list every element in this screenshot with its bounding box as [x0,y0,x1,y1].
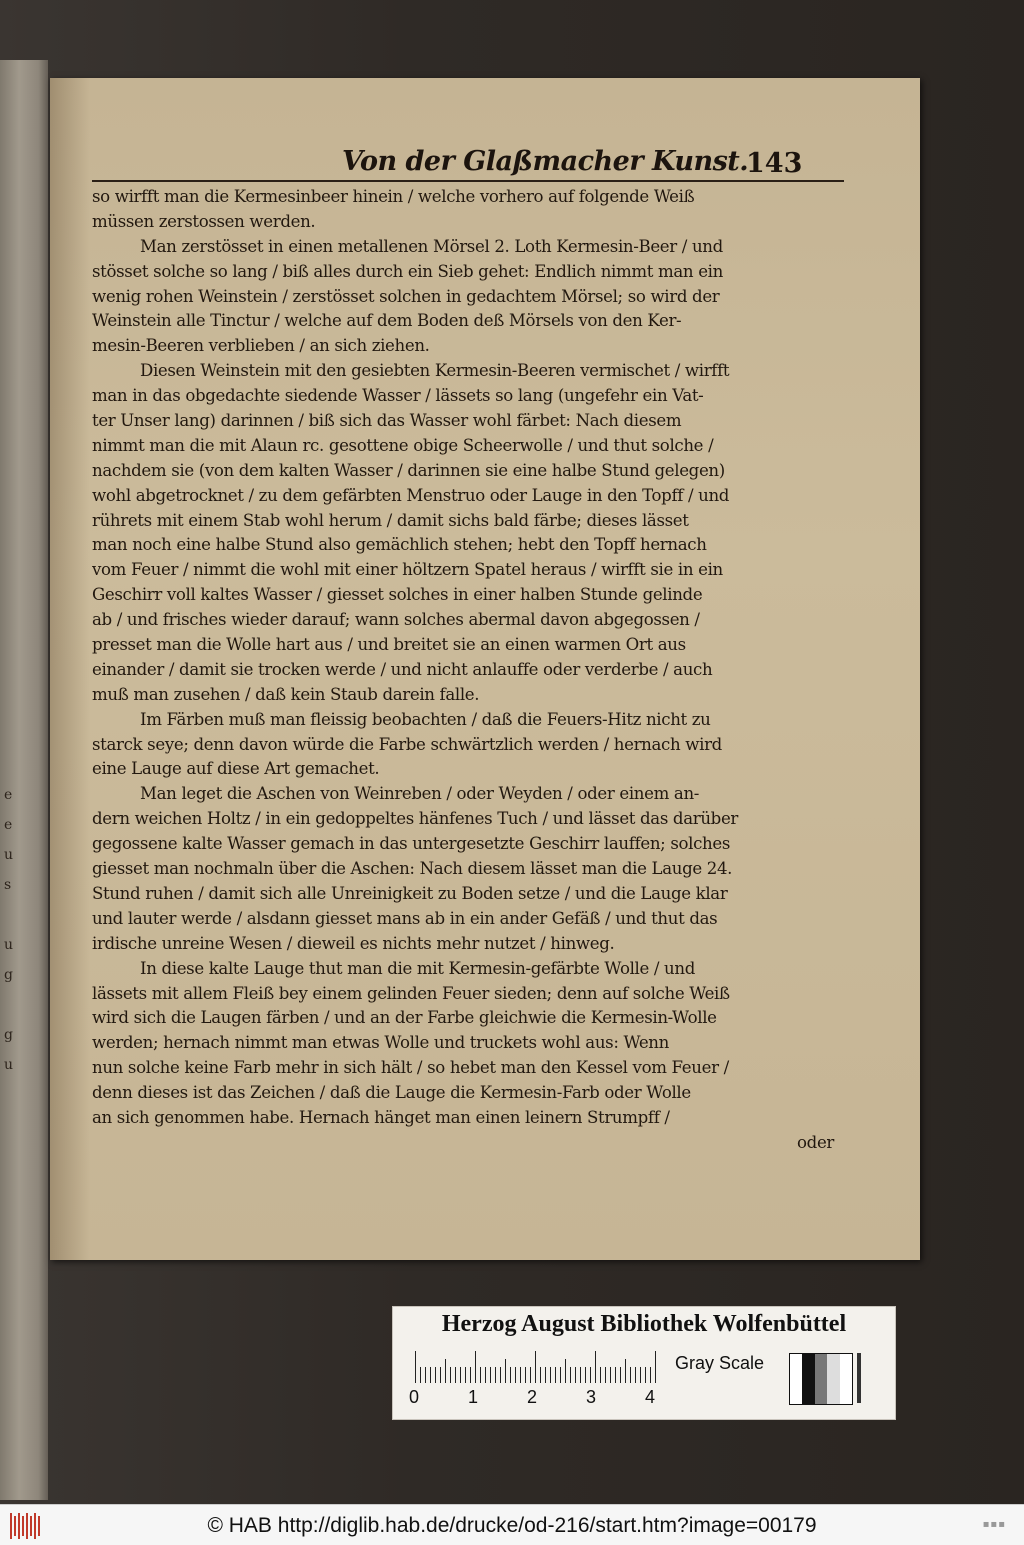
text-line: eine Lauge auf diese Art gemachet. [92,759,380,779]
measurement-ruler [415,1349,655,1383]
text-line: lässets mit allem Fleiß bey einem gelinden Feuer sieden; denn auf solche Weiß [92,983,730,1003]
catchword: oder [797,1132,834,1152]
ruler-numbers [409,1387,669,1411]
ruler-tick [415,1351,416,1383]
left-page-fragment: e [4,817,13,833]
text-line: gegossene kalte Wasser gemach in das untergesetzte Geschirr lauffen; solches [92,834,731,854]
ruler-tick [575,1367,576,1383]
text-line: rührets mit einem Stab wohl herum / damit sichs bald färbe; dieses lässet [92,510,689,530]
ruler-number: 0 [409,1387,420,1407]
footer-bar [0,1504,1024,1545]
book-page [50,78,920,1260]
text-line: irdische unreine Wesen / dieweil es nichts mehr nutzet / hinweg. [92,933,615,953]
ruler-tick [505,1359,506,1383]
ruler-tick [590,1367,591,1383]
text-line: und lauter werde / alsdann giesset mans ab in ein ander Gefäß / und thut das [92,908,718,928]
ruler-tick [650,1367,651,1383]
ruler-tick [610,1367,611,1383]
left-page-fragment: u [4,937,14,953]
ruler-tick [570,1367,571,1383]
ruler-tick [655,1351,656,1383]
page-number: 143 [746,148,803,179]
left-page-fragment: g [4,1027,13,1043]
ruler-tick [445,1359,446,1383]
ruler-tick [545,1367,546,1383]
footer-copyright-url[interactable]: © HAB http://diglib.hab.de/drucke/od-216/start.htm?image=00179 [207,1514,817,1537]
ruler-tick [520,1367,521,1383]
ruler-tick [465,1367,466,1383]
text-line: einander / damit sie trocken werde / und nicht anlauffe oder verderbe / auch [92,659,713,679]
ruler-tick [555,1367,556,1383]
ruler-tick [455,1367,456,1383]
text-line: dern weichen Holtz / in ein gedoppeltes hänfenes Tuch / und lässet das darüber [92,809,738,829]
text-line: muß man zusehen / daß kein Staub darein falle. [92,684,480,704]
ruler-tick [600,1367,601,1383]
gray-patch [815,1354,827,1404]
text-line: Weinstein alle Tinctur / welche auf dem Boden deß Mörsels von den Ker- [92,311,682,331]
text-line: giesset man nochmaln über die Aschen: Nach diesem lässet man die Lauge 24. [92,859,733,879]
ruler-tick [645,1367,646,1383]
text-line: man noch eine halbe Stund also gemächlich stehen; hebt den Topff hernach [92,535,707,555]
text-line: wohl abgetrocknet / zu dem gefärbten Menstruo oder Lauge in den Topff / und [92,485,730,505]
ruler-tick [490,1367,491,1383]
gray-patch [802,1354,814,1404]
text-line: stösset solche so lang / biß alles durch ein Sieb gehet: Endlich nimmt man ein [92,261,723,281]
text-line: wird sich die Laugen färben / und an der Farbe gleichwie die Kermesin-Wolle [92,1008,717,1028]
ruler-tick [515,1367,516,1383]
gray-scale-label: Gray Scale [675,1353,765,1373]
text-line: nimmt man die mit Alaun rc. gesottene obige Scheerwolle / und thut solche / [92,435,714,455]
text-line: vom Feuer / nimmt die wohl mit einer höltzern Spatel heraus / wirfft sie in ein [92,560,723,580]
text-line: wenig rohen Weinstein / zerstösset solchen in gedachtem Mörsel; so wird der [92,286,720,306]
ruler-tick [525,1367,526,1383]
ruler-tick [430,1367,431,1383]
left-page-fragment: g [4,967,13,983]
text-line: werden; hernach nimmt man etwas Wolle und truckets wohl aus: Wenn [92,1033,669,1053]
ruler-tick [540,1367,541,1383]
gray-patch [840,1354,852,1404]
ruler-tick [580,1367,581,1383]
text-line: mesin-Beeren verblieben / an sich ziehen. [92,336,430,356]
ruler-tick [425,1367,426,1383]
ruler-tick [535,1351,536,1383]
text-line: nun solche keine Farb mehr in sich hält / so hebet man den Kessel vom Feuer / [92,1058,729,1078]
text-line: ab / und frisches wieder darauf; wann solches abermal davon abgegossen / [92,610,700,630]
running-title: Von der Glaßmacher Kunst. [342,146,749,177]
ruler-tick [565,1359,566,1383]
text-line: Im Färben muß man fleissig beobachten / daß die Feuers-Hitz nicht zu [140,709,711,729]
ruler-tick [440,1367,441,1383]
left-page-fragment: e [4,787,13,803]
left-page-fragment [4,900,24,930]
color-target-card [392,1306,896,1420]
ruler-number: 4 [645,1387,656,1407]
gray-scale-patches [789,1353,853,1405]
gray-patch [790,1354,802,1404]
ruler-tick [615,1367,616,1383]
ruler-tick [495,1367,496,1383]
text-line: presset man die Wolle hart aus / und breitet sie an einen warmen Ort aus [92,635,686,655]
ruler-tick [470,1367,471,1383]
ruler-tick [500,1367,501,1383]
ruler-tick [620,1367,621,1383]
text-line: In diese kalte Lauge thut man die mit Kermesin-gefärbte Wolle / und [140,958,696,978]
footer-dots-icon: ▪▪▪ [982,1519,1006,1530]
ruler-number: 1 [468,1387,479,1407]
ruler-tick [435,1367,436,1383]
text-line: so wirfft man die Kermesinbeer hinein / welche vorhero auf folgende Weiß [92,187,695,206]
gray-scale-end-bar [857,1353,861,1403]
ruler-tick [550,1367,551,1383]
text-line: starck seye; denn davon würde die Farbe schwärtzlich werden / hernach wird [92,734,722,754]
text-line: an sich genommen habe. Hernach hänget man einen leinern Strumpff / [92,1107,670,1127]
ruler-tick [585,1367,586,1383]
ruler-tick [460,1367,461,1383]
ruler-tick [605,1367,606,1383]
ruler-tick [635,1367,636,1383]
library-name: Herzog August Bibliothek Wolfenbüttel [441,1311,847,1337]
ruler-tick [450,1367,451,1383]
text-line: ter Unser lang) darinnen / biß sich das Wasser wohl färbet: Nach diesem [92,411,682,431]
ruler-tick [480,1367,481,1383]
body-text [92,185,844,1156]
ruler-tick [475,1351,476,1383]
text-line: nachdem sie (von dem kalten Wasser / darinnen sie eine halbe Stund gelegen) [92,460,725,480]
text-line: denn dieses ist das Zeichen / daß die Lauge die Kermesin-Farb oder Wolle [92,1083,691,1103]
left-page-fragment [4,990,24,1020]
text-line: Diesen Weinstein mit den gesiebten Kermesin-Beeren vermischet / wirfft [140,361,730,381]
text-line: Stund ruhen / damit sich alle Unreinigkeit zu Boden setze / und die Lauge klar [92,883,728,903]
ruler-tick [595,1351,596,1383]
ruler-tick [560,1367,561,1383]
left-page-fragment: s [4,877,12,893]
left-page-fragments [4,780,24,1080]
ruler-tick [630,1367,631,1383]
header-rule [92,180,844,182]
ruler-tick [640,1367,641,1383]
ruler-tick [420,1367,421,1383]
ruler-tick [625,1359,626,1383]
text-line: man in das obgedachte siedende Wasser / lässets so lang (ungefehr ein Vat- [92,386,704,406]
ruler-tick [510,1367,511,1383]
left-page-fragment: u [4,1057,14,1073]
text-line: Geschirr voll kaltes Wasser / giesset solches in einer halben Stunde gelinde [92,585,703,605]
ruler-number: 3 [586,1387,597,1407]
text-line: müssen zerstossen werden. [92,211,316,231]
ruler-tick [485,1367,486,1383]
text-line: Man zerstösset in einen metallenen Mörsel 2. Loth Kermesin-Beer / und [140,236,723,256]
ruler-tick [530,1367,531,1383]
left-page-fragment: u [4,847,14,863]
text-line: Man leget die Aschen von Weinreben / oder Weyden / oder einem an- [140,784,700,804]
ruler-number: 2 [527,1387,538,1407]
gray-patch [827,1354,839,1404]
